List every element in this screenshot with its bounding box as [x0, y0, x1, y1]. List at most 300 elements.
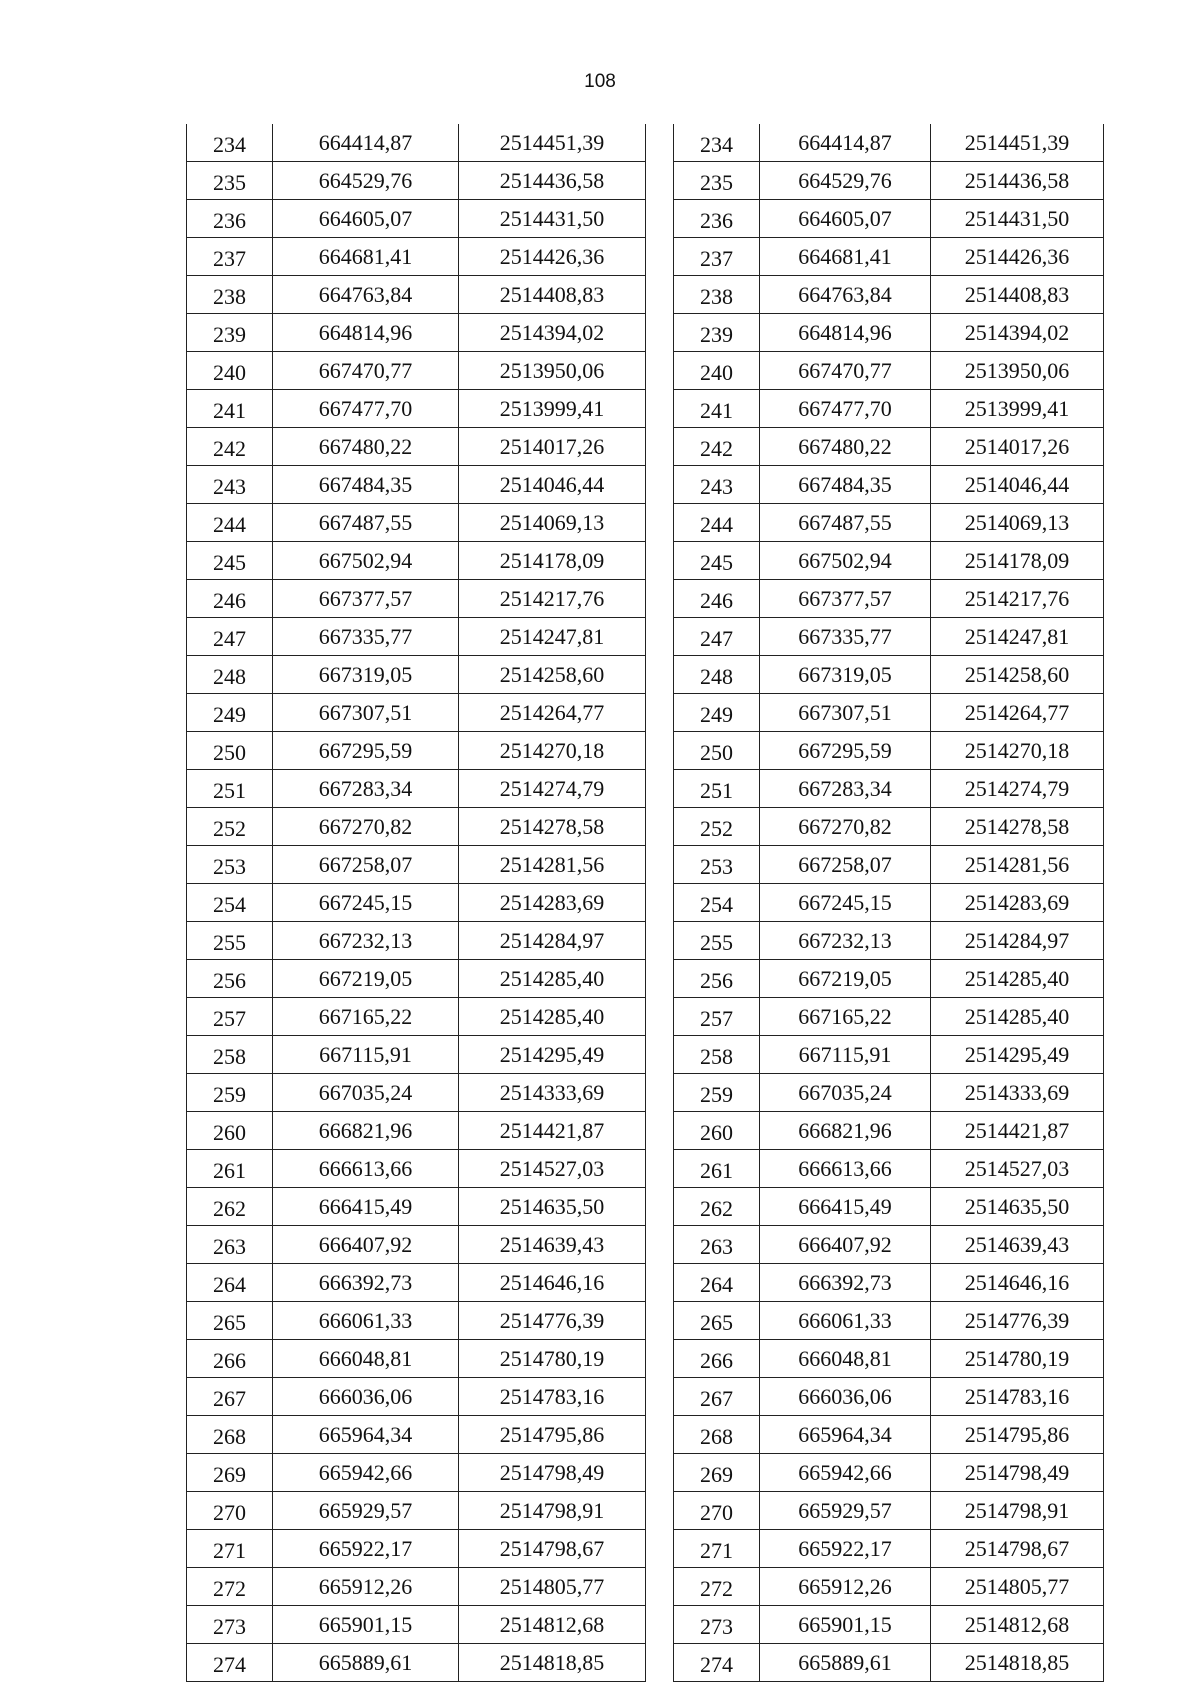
y-coordinate-cell: 2514780,19	[459, 1340, 646, 1378]
x-coordinate-cell: 666821,96	[273, 1112, 459, 1150]
x-coordinate-cell: 667307,51	[760, 694, 931, 732]
point-number-cell: 263	[674, 1226, 760, 1264]
y-coordinate-cell: 2514408,83	[931, 276, 1104, 314]
point-number-cell: 235	[187, 162, 273, 200]
y-coordinate-cell: 2514270,18	[459, 732, 646, 770]
point-number-cell: 270	[187, 1492, 273, 1530]
x-coordinate-cell: 664605,07	[273, 200, 459, 238]
point-number-cell: 248	[674, 656, 760, 694]
y-coordinate-cell: 2513950,06	[931, 352, 1104, 390]
table-row	[674, 162, 1104, 200]
table-row	[187, 466, 646, 504]
y-coordinate-cell: 2514264,77	[459, 694, 646, 732]
y-coordinate-cell: 2514069,13	[459, 504, 646, 542]
table-row	[674, 1302, 1104, 1340]
table-row	[674, 618, 1104, 656]
y-coordinate-cell: 2514217,76	[459, 580, 646, 618]
x-coordinate-cell: 665912,26	[760, 1568, 931, 1606]
y-coordinate-cell: 2514069,13	[931, 504, 1104, 542]
table-row	[187, 1416, 646, 1454]
point-number-cell: 243	[187, 466, 273, 504]
y-coordinate-cell: 2514247,81	[931, 618, 1104, 656]
x-coordinate-cell: 667115,91	[273, 1036, 459, 1074]
table-row	[187, 1568, 646, 1606]
table-row	[187, 770, 646, 808]
point-number-cell: 258	[674, 1036, 760, 1074]
y-coordinate-cell: 2514283,69	[459, 884, 646, 922]
y-coordinate-cell: 2514426,36	[459, 238, 646, 276]
point-number-cell: 261	[674, 1150, 760, 1188]
table-row	[187, 124, 646, 162]
point-number-cell: 259	[187, 1074, 273, 1112]
table-row	[674, 238, 1104, 276]
x-coordinate-cell: 666613,66	[760, 1150, 931, 1188]
point-number-cell: 267	[187, 1378, 273, 1416]
y-coordinate-cell: 2514284,97	[931, 922, 1104, 960]
y-coordinate-cell: 2514795,86	[459, 1416, 646, 1454]
point-number-cell: 258	[187, 1036, 273, 1074]
x-coordinate-cell: 667502,94	[273, 542, 459, 580]
table-row	[674, 846, 1104, 884]
y-coordinate-cell: 2514258,60	[931, 656, 1104, 694]
point-number-cell: 234	[187, 124, 273, 162]
table-row	[674, 998, 1104, 1036]
y-coordinate-cell: 2514178,09	[459, 542, 646, 580]
y-coordinate-cell: 2514421,87	[931, 1112, 1104, 1150]
table-row	[674, 808, 1104, 846]
table-row	[674, 276, 1104, 314]
y-coordinate-cell: 2513999,41	[931, 390, 1104, 428]
table-row	[187, 732, 646, 770]
table-row	[187, 694, 646, 732]
y-coordinate-cell: 2514421,87	[459, 1112, 646, 1150]
point-number-cell: 264	[674, 1264, 760, 1302]
x-coordinate-cell: 665929,57	[760, 1492, 931, 1530]
point-number-cell: 266	[674, 1340, 760, 1378]
x-coordinate-cell: 667319,05	[760, 656, 931, 694]
x-coordinate-cell: 667470,77	[273, 352, 459, 390]
y-coordinate-cell: 2514798,49	[931, 1454, 1104, 1492]
x-coordinate-cell: 667295,59	[273, 732, 459, 770]
table-row	[187, 884, 646, 922]
table-row	[187, 1492, 646, 1530]
y-coordinate-cell: 2514284,97	[459, 922, 646, 960]
point-number-cell: 250	[674, 732, 760, 770]
x-coordinate-cell: 665929,57	[273, 1492, 459, 1530]
table-row	[674, 542, 1104, 580]
x-coordinate-cell: 666036,06	[760, 1378, 931, 1416]
point-number-cell: 263	[187, 1226, 273, 1264]
point-number-cell: 242	[674, 428, 760, 466]
x-coordinate-cell: 666821,96	[760, 1112, 931, 1150]
y-coordinate-cell: 2514776,39	[459, 1302, 646, 1340]
y-coordinate-cell: 2514805,77	[459, 1568, 646, 1606]
point-number-cell: 268	[674, 1416, 760, 1454]
x-coordinate-cell: 665901,15	[273, 1606, 459, 1644]
point-number-cell: 237	[187, 238, 273, 276]
table-row	[674, 960, 1104, 998]
table-row	[187, 1264, 646, 1302]
table-row	[187, 580, 646, 618]
point-number-cell: 238	[187, 276, 273, 314]
point-number-cell: 245	[187, 542, 273, 580]
x-coordinate-cell: 664814,96	[273, 314, 459, 352]
x-coordinate-cell: 666613,66	[273, 1150, 459, 1188]
table-row	[187, 1036, 646, 1074]
y-coordinate-cell: 2514394,02	[459, 314, 646, 352]
y-coordinate-cell: 2514258,60	[459, 656, 646, 694]
y-coordinate-cell: 2514635,50	[459, 1188, 646, 1226]
table-row	[187, 922, 646, 960]
table-row	[187, 200, 646, 238]
x-coordinate-cell: 667335,77	[273, 618, 459, 656]
table-row	[187, 276, 646, 314]
point-number-cell: 247	[674, 618, 760, 656]
point-number-cell: 239	[674, 314, 760, 352]
table-row	[674, 466, 1104, 504]
y-coordinate-cell: 2514451,39	[459, 124, 646, 162]
x-coordinate-cell: 666407,92	[760, 1226, 931, 1264]
table-row	[674, 884, 1104, 922]
x-coordinate-cell: 667480,22	[760, 428, 931, 466]
point-number-cell: 264	[187, 1264, 273, 1302]
x-coordinate-cell: 666415,49	[273, 1188, 459, 1226]
point-number-cell: 249	[187, 694, 273, 732]
point-number-cell: 256	[674, 960, 760, 998]
x-coordinate-cell: 667258,07	[273, 846, 459, 884]
point-number-cell: 240	[674, 352, 760, 390]
x-coordinate-cell: 667295,59	[760, 732, 931, 770]
y-coordinate-cell: 2514646,16	[931, 1264, 1104, 1302]
table-row	[674, 580, 1104, 618]
table-row	[674, 124, 1104, 162]
x-coordinate-cell: 664529,76	[760, 162, 931, 200]
x-coordinate-cell: 664763,84	[760, 276, 931, 314]
x-coordinate-cell: 666061,33	[273, 1302, 459, 1340]
table-row	[674, 352, 1104, 390]
table-row	[187, 314, 646, 352]
y-coordinate-cell: 2514431,50	[931, 200, 1104, 238]
x-coordinate-cell: 666415,49	[760, 1188, 931, 1226]
y-coordinate-cell: 2514046,44	[931, 466, 1104, 504]
x-coordinate-cell: 667245,15	[760, 884, 931, 922]
point-number-cell: 257	[187, 998, 273, 1036]
y-coordinate-cell: 2514805,77	[931, 1568, 1104, 1606]
x-coordinate-cell: 665942,66	[760, 1454, 931, 1492]
table-row	[187, 1606, 646, 1644]
table-row	[187, 542, 646, 580]
point-number-cell: 273	[187, 1606, 273, 1644]
x-coordinate-cell: 667258,07	[760, 846, 931, 884]
page-number: 108	[584, 71, 616, 92]
x-coordinate-cell: 665912,26	[273, 1568, 459, 1606]
point-number-cell: 265	[187, 1302, 273, 1340]
x-coordinate-cell: 667487,55	[273, 504, 459, 542]
y-coordinate-cell: 2514783,16	[931, 1378, 1104, 1416]
y-coordinate-cell: 2514264,77	[931, 694, 1104, 732]
table-row	[187, 1378, 646, 1416]
y-coordinate-cell: 2514646,16	[459, 1264, 646, 1302]
table-row	[187, 1454, 646, 1492]
x-coordinate-cell: 667245,15	[273, 884, 459, 922]
point-number-cell: 253	[674, 846, 760, 884]
table-row	[674, 922, 1104, 960]
table-row	[187, 1644, 646, 1682]
y-coordinate-cell: 2514527,03	[931, 1150, 1104, 1188]
x-coordinate-cell: 667219,05	[760, 960, 931, 998]
x-coordinate-cell: 667283,34	[273, 770, 459, 808]
table-row	[187, 428, 646, 466]
x-coordinate-cell: 666061,33	[760, 1302, 931, 1340]
y-coordinate-cell: 2514178,09	[931, 542, 1104, 580]
x-coordinate-cell: 667319,05	[273, 656, 459, 694]
point-number-cell: 253	[187, 846, 273, 884]
x-coordinate-cell: 667502,94	[760, 542, 931, 580]
y-coordinate-cell: 2514798,91	[459, 1492, 646, 1530]
y-coordinate-cell: 2514285,40	[459, 998, 646, 1036]
y-coordinate-cell: 2514285,40	[931, 960, 1104, 998]
point-number-cell: 262	[674, 1188, 760, 1226]
table-row	[187, 808, 646, 846]
y-coordinate-cell: 2514780,19	[931, 1340, 1104, 1378]
point-number-cell: 245	[674, 542, 760, 580]
y-coordinate-cell: 2514818,85	[459, 1644, 646, 1682]
table-row	[674, 1530, 1104, 1568]
table-row	[674, 1340, 1104, 1378]
point-number-cell: 235	[674, 162, 760, 200]
x-coordinate-cell: 667484,35	[760, 466, 931, 504]
point-number-cell: 261	[187, 1150, 273, 1188]
table-row	[674, 1416, 1104, 1454]
table-row	[674, 1188, 1104, 1226]
table-row	[674, 1606, 1104, 1644]
point-number-cell: 260	[187, 1112, 273, 1150]
y-coordinate-cell: 2514278,58	[931, 808, 1104, 846]
point-number-cell: 247	[187, 618, 273, 656]
point-number-cell: 272	[674, 1568, 760, 1606]
point-number-cell: 241	[674, 390, 760, 428]
y-coordinate-cell: 2514812,68	[931, 1606, 1104, 1644]
table-row	[187, 504, 646, 542]
point-number-cell: 246	[187, 580, 273, 618]
point-number-cell: 273	[674, 1606, 760, 1644]
x-coordinate-cell: 666048,81	[273, 1340, 459, 1378]
y-coordinate-cell: 2514426,36	[931, 238, 1104, 276]
table-row	[674, 1074, 1104, 1112]
y-coordinate-cell: 2514798,67	[459, 1530, 646, 1568]
point-number-cell: 265	[674, 1302, 760, 1340]
y-coordinate-cell: 2514431,50	[459, 200, 646, 238]
y-coordinate-cell: 2514295,49	[459, 1036, 646, 1074]
table-row	[674, 1036, 1104, 1074]
x-coordinate-cell: 667377,57	[273, 580, 459, 618]
table-row	[187, 998, 646, 1036]
y-coordinate-cell: 2514278,58	[459, 808, 646, 846]
table-row	[674, 1264, 1104, 1302]
x-coordinate-cell: 664605,07	[760, 200, 931, 238]
x-coordinate-cell: 667270,82	[273, 808, 459, 846]
point-number-cell: 251	[187, 770, 273, 808]
table-row	[187, 1188, 646, 1226]
point-number-cell: 257	[674, 998, 760, 1036]
table-row	[674, 1644, 1104, 1682]
point-number-cell: 236	[674, 200, 760, 238]
point-number-cell: 252	[674, 808, 760, 846]
point-number-cell: 242	[187, 428, 273, 466]
x-coordinate-cell: 666048,81	[760, 1340, 931, 1378]
point-number-cell: 236	[187, 200, 273, 238]
point-number-cell: 274	[674, 1644, 760, 1682]
table-row	[187, 238, 646, 276]
x-coordinate-cell: 667219,05	[273, 960, 459, 998]
table-row	[187, 1150, 646, 1188]
table-row	[674, 314, 1104, 352]
y-coordinate-cell: 2514639,43	[931, 1226, 1104, 1264]
y-coordinate-cell: 2514408,83	[459, 276, 646, 314]
point-number-cell: 241	[187, 390, 273, 428]
table-row	[674, 1226, 1104, 1264]
y-coordinate-cell: 2514639,43	[459, 1226, 646, 1264]
y-coordinate-cell: 2514436,58	[459, 162, 646, 200]
x-coordinate-cell: 665922,17	[273, 1530, 459, 1568]
table-row	[187, 960, 646, 998]
x-coordinate-cell: 666392,73	[273, 1264, 459, 1302]
x-coordinate-cell: 665964,34	[273, 1416, 459, 1454]
y-coordinate-cell: 2514798,49	[459, 1454, 646, 1492]
y-coordinate-cell: 2514046,44	[459, 466, 646, 504]
point-number-cell: 259	[674, 1074, 760, 1112]
table-row	[674, 200, 1104, 238]
x-coordinate-cell: 667477,70	[273, 390, 459, 428]
x-coordinate-cell: 667035,24	[760, 1074, 931, 1112]
y-coordinate-cell: 2514812,68	[459, 1606, 646, 1644]
y-coordinate-cell: 2514451,39	[931, 124, 1104, 162]
point-number-cell: 248	[187, 656, 273, 694]
table-row	[674, 694, 1104, 732]
point-number-cell: 240	[187, 352, 273, 390]
y-coordinate-cell: 2514017,26	[459, 428, 646, 466]
point-number-cell: 243	[674, 466, 760, 504]
point-number-cell: 268	[187, 1416, 273, 1454]
x-coordinate-cell: 667035,24	[273, 1074, 459, 1112]
table-row	[674, 1150, 1104, 1188]
y-coordinate-cell: 2514217,76	[931, 580, 1104, 618]
x-coordinate-cell: 664529,76	[273, 162, 459, 200]
table-row	[187, 1226, 646, 1264]
x-coordinate-cell: 665889,61	[760, 1644, 931, 1682]
x-coordinate-cell: 664681,41	[760, 238, 931, 276]
x-coordinate-cell: 667270,82	[760, 808, 931, 846]
x-coordinate-cell: 665889,61	[273, 1644, 459, 1682]
point-number-cell: 267	[674, 1378, 760, 1416]
x-coordinate-cell: 667477,70	[760, 390, 931, 428]
point-number-cell: 239	[187, 314, 273, 352]
y-coordinate-cell: 2514783,16	[459, 1378, 646, 1416]
point-number-cell: 274	[187, 1644, 273, 1682]
point-number-cell: 250	[187, 732, 273, 770]
y-coordinate-cell: 2514527,03	[459, 1150, 646, 1188]
x-coordinate-cell: 665942,66	[273, 1454, 459, 1492]
point-number-cell: 270	[674, 1492, 760, 1530]
point-number-cell: 244	[187, 504, 273, 542]
table-row	[187, 618, 646, 656]
x-coordinate-cell: 664414,87	[273, 124, 459, 162]
x-coordinate-cell: 665922,17	[760, 1530, 931, 1568]
x-coordinate-cell: 667232,13	[273, 922, 459, 960]
point-number-cell: 269	[674, 1454, 760, 1492]
point-number-cell: 252	[187, 808, 273, 846]
table-row	[674, 732, 1104, 770]
y-coordinate-cell: 2514333,69	[459, 1074, 646, 1112]
point-number-cell: 260	[674, 1112, 760, 1150]
point-number-cell: 266	[187, 1340, 273, 1378]
point-number-cell: 271	[187, 1530, 273, 1568]
point-number-cell: 246	[674, 580, 760, 618]
x-coordinate-cell: 664814,96	[760, 314, 931, 352]
table-row	[187, 1302, 646, 1340]
table-row	[674, 428, 1104, 466]
table-row	[674, 770, 1104, 808]
point-number-cell: 238	[674, 276, 760, 314]
table-row	[674, 1378, 1104, 1416]
table-row	[674, 1112, 1104, 1150]
table-row	[187, 846, 646, 884]
table-row	[187, 352, 646, 390]
x-coordinate-cell: 667487,55	[760, 504, 931, 542]
table-row	[187, 1340, 646, 1378]
y-coordinate-cell: 2514333,69	[931, 1074, 1104, 1112]
y-coordinate-cell: 2514818,85	[931, 1644, 1104, 1682]
point-number-cell: 255	[674, 922, 760, 960]
table-row	[674, 1492, 1104, 1530]
table-row	[187, 1530, 646, 1568]
point-number-cell: 255	[187, 922, 273, 960]
y-coordinate-cell: 2513950,06	[459, 352, 646, 390]
y-coordinate-cell: 2514017,26	[931, 428, 1104, 466]
y-coordinate-cell: 2514776,39	[931, 1302, 1104, 1340]
x-coordinate-cell: 667470,77	[760, 352, 931, 390]
y-coordinate-cell: 2514795,86	[931, 1416, 1104, 1454]
point-number-cell: 254	[674, 884, 760, 922]
x-coordinate-cell: 664414,87	[760, 124, 931, 162]
x-coordinate-cell: 667283,34	[760, 770, 931, 808]
x-coordinate-cell: 666407,92	[273, 1226, 459, 1264]
x-coordinate-cell: 667335,77	[760, 618, 931, 656]
table-row	[187, 162, 646, 200]
y-coordinate-cell: 2514798,91	[931, 1492, 1104, 1530]
point-number-cell: 271	[674, 1530, 760, 1568]
x-coordinate-cell: 667377,57	[760, 580, 931, 618]
point-number-cell: 251	[674, 770, 760, 808]
point-number-cell: 254	[187, 884, 273, 922]
x-coordinate-cell: 664681,41	[273, 238, 459, 276]
y-coordinate-cell: 2514285,40	[931, 998, 1104, 1036]
table-row	[674, 1568, 1104, 1606]
y-coordinate-cell: 2514274,79	[459, 770, 646, 808]
x-coordinate-cell: 667307,51	[273, 694, 459, 732]
table-row	[674, 1454, 1104, 1492]
y-coordinate-cell: 2514635,50	[931, 1188, 1104, 1226]
y-coordinate-cell: 2513999,41	[459, 390, 646, 428]
x-coordinate-cell: 665901,15	[760, 1606, 931, 1644]
x-coordinate-cell: 666036,06	[273, 1378, 459, 1416]
y-coordinate-cell: 2514436,58	[931, 162, 1104, 200]
table-row	[187, 390, 646, 428]
table-row	[674, 504, 1104, 542]
y-coordinate-cell: 2514247,81	[459, 618, 646, 656]
y-coordinate-cell: 2514295,49	[931, 1036, 1104, 1074]
x-coordinate-cell: 667232,13	[760, 922, 931, 960]
